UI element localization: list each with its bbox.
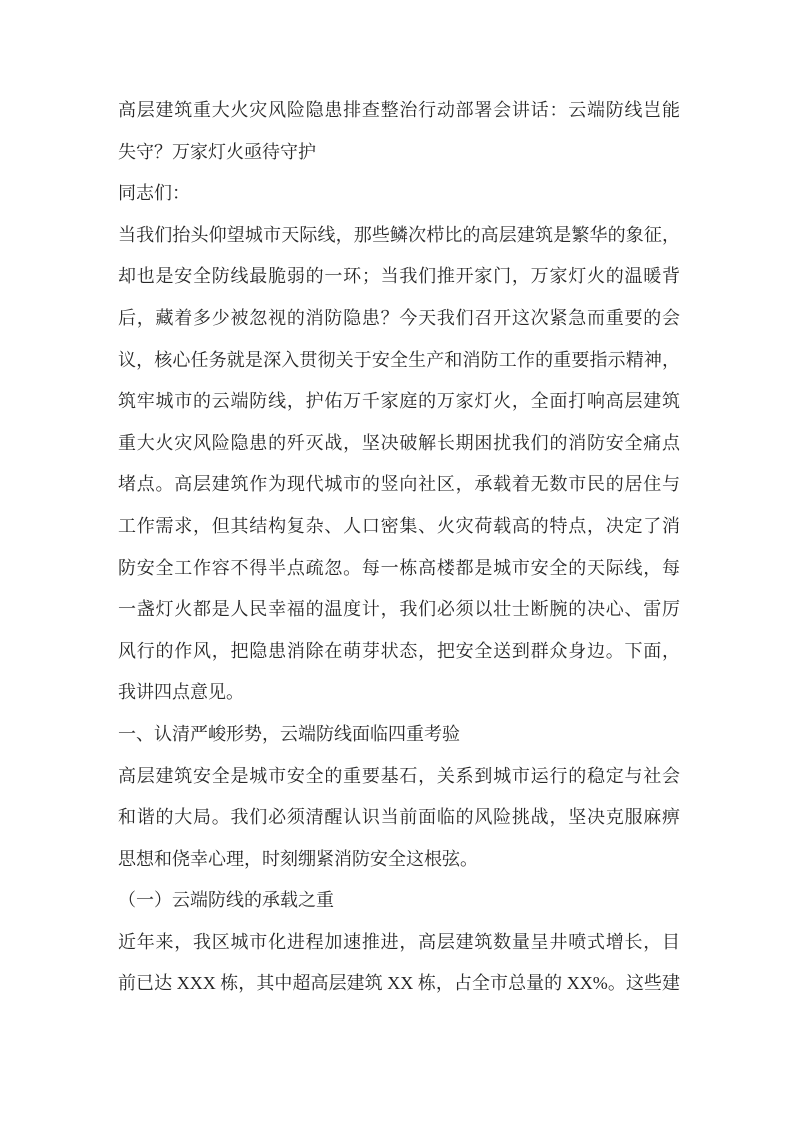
- body-line: 近年来，我区城市化进程加速推进，高层建筑数量呈井喷式增长，目: [118, 931, 680, 952]
- title-line: 失守？万家灯火亟待守护: [118, 141, 316, 162]
- body-line: 却也是安全防线最脆弱的一环；当我们推开家门，万家灯火的温暖背: [118, 266, 680, 287]
- title-line: 高层建筑重大火灾风险隐患排查整治行动部署会讲话：云端防线岂能: [118, 100, 680, 120]
- salutation-line: 同志们：: [118, 183, 190, 204]
- document-content: [118, 90, 680, 1005]
- body-line: 前已达 XXX 栋，其中超高层建筑 XX 栋，占全市总量的 XX%。这些建: [118, 973, 680, 994]
- body-line: 堵点。高层建筑作为现代城市的竖向社区，承载着无数市民的居住与: [118, 474, 680, 495]
- body-line: 议，核心任务就是深入贯彻关于安全生产和消防工作的重要指示精神，: [118, 349, 680, 370]
- body-line: 工作需求，但其结构复杂、人口密集、火灾荷载高的特点，决定了消: [118, 515, 680, 536]
- body-line: 和谐的大局。我们必须清醒认识当前面临的风险挑战，坚决克服麻痹: [118, 807, 680, 828]
- body-line: 防安全工作容不得半点疏忽。每一栋高楼都是城市安全的天际线，每: [118, 557, 680, 578]
- body-line: 一盏灯火都是人民幸福的温度计，我们必须以壮士断腕的决心、雷厉: [118, 599, 680, 620]
- body-line: 重大火灾风险隐患的歼灭战，坚决破解长期困扰我们的消防安全痛点: [118, 432, 680, 453]
- body-line: 风行的作风，把隐患消除在萌芽状态，把安全送到群众身边。下面，: [118, 640, 680, 661]
- body-line: 当我们抬头仰望城市天际线，那些鳞次栉比的高层建筑是繁华的象征，: [118, 224, 680, 245]
- body-line: 高层建筑安全是城市安全的重要基石，关系到城市运行的稳定与社会: [118, 765, 680, 786]
- body-line: 后，藏着多少被忽视的消防隐患？今天我们召开这次紧急而重要的会: [118, 307, 680, 328]
- body-line: 筑牢城市的云端防线，护佑万千家庭的万家灯火，全面打响高层建筑: [118, 391, 680, 412]
- body-line: 我讲四点意见。: [118, 682, 244, 703]
- section-heading: 一、认清严峻形势，云端防线面临四重考验: [118, 723, 460, 744]
- body-line: 思想和侥幸心理，时刻绷紧消防安全这根弦。: [118, 848, 478, 869]
- sub-heading: （一）云端防线的承载之重: [118, 890, 334, 911]
